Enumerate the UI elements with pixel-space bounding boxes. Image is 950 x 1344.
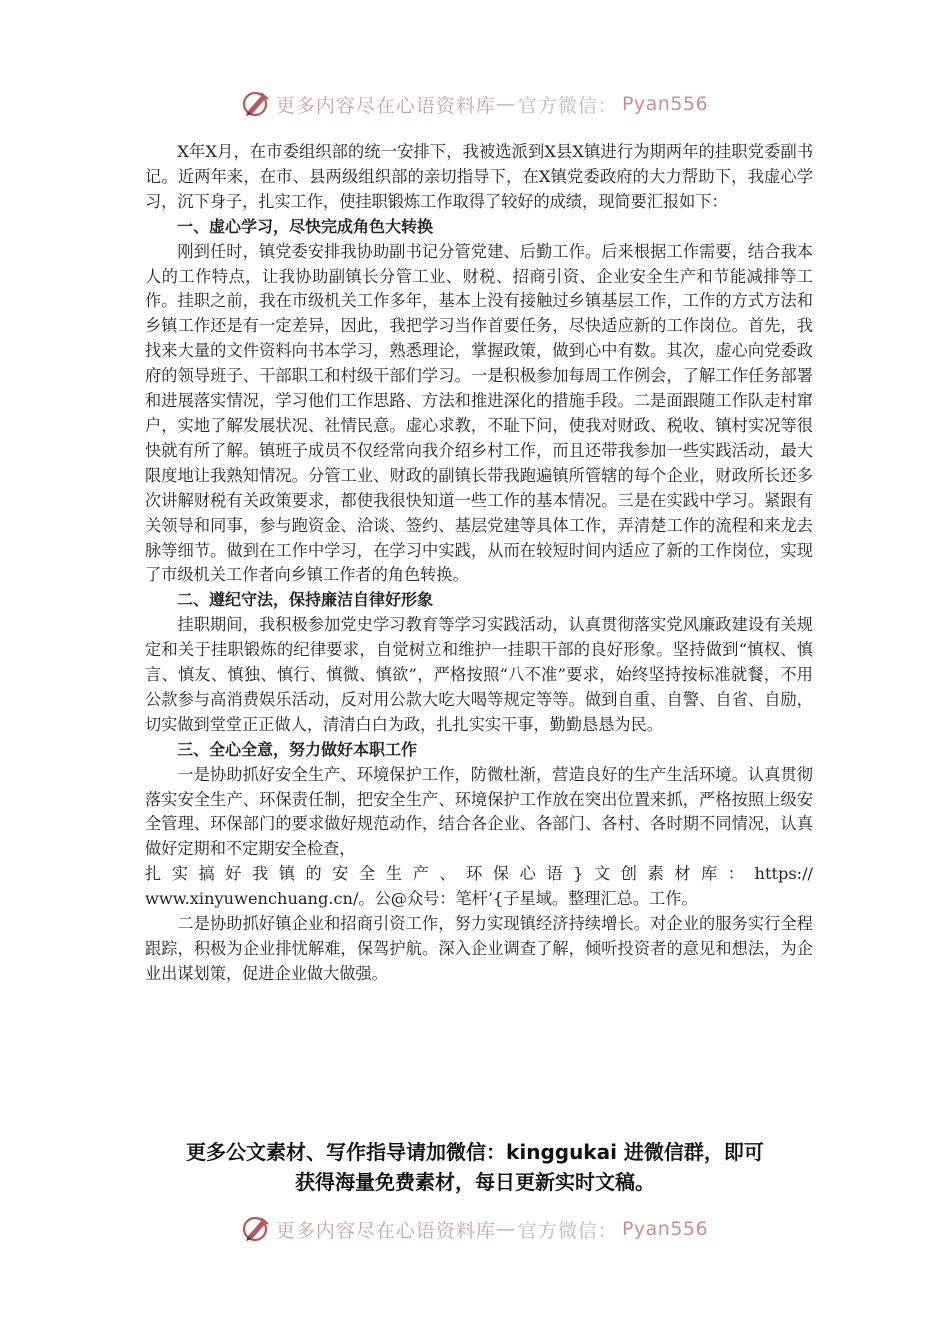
pen-logo-icon bbox=[242, 89, 272, 119]
section-3-heading: 三、全心全意，努力做好本职工作 bbox=[177, 739, 418, 759]
section-3-paragraph-1-text: 一是协助抓好安全生产、环境保护工作，防微杜渐，营造良好的生产生活环境。认真贯彻落实安全生产、环保责任制，把安全生产、环境保护工作放在突出位置来抓，严格按照上级安全管理、环保部门的要求做好规范动作，结合各企业、各部门、各村、各时期不同情况，认真做好定期和不定期安全检查， bbox=[145, 764, 813, 859]
document-body bbox=[145, 140, 813, 987]
section-1-paragraph: 刚到任时，镇党委安排我协助副书记分管党建、后勤工作。后来根据工作需要，结合我本人的工作特点，让我协助副镇长分管工业、财税、招商引资、企业安全生产和节能减排等工作。挂职之前，我在市级机关工作多年，基本上没有接触过乡镇基层工作，工作的方式方法和乡镇工作还是有一定差异，因此，我把学习当作首要任务，尽快适应新的工作岗位。首先，我找来大量的文件资料向书本学习，熟悉理论，掌握政策，做到心中有数。其次，虚心向党委政府的领导班子、干部职工和村级干部们学习。一是积极参加每周工作例会，了解工作任务部署和进展落实情况，学习他们工作思路、方法和推进深化的措施手段。二是面跟随工作队走村窜户，实地了解发展状况、社情民意。虚心求教，不耻下问，使我对财政、税收、镇村实况等很快就有所了解。镇班子成员不仅经常向我介绍乡村工作，而且还带我参加一些实践活动，最大限度地让我熟知情况。分管工业、财政的副镇长带我跑遍镇所管辖的每个企业，财政所长还多次讲解财税有关政策要求，都使我很快知道一些工作的基本情况。三是在实践中学习。紧跟有关领导和同事，参与跑资金、洽谈、签约、基层党建等具体工作，弄清楚工作的流程和来龙去脉等细节。做到在工作中学习，在学习中实践，从而在较短时间内适应了新的工作岗位，实现了市级机关工作者向乡镇工作者的角色转换。 bbox=[145, 241, 813, 585]
banner-wechat-label: 官方微信： bbox=[517, 94, 618, 117]
section-3-watermark-line: 扎实搞好我镇的安全生产、环保心语}文创素材库：https:// bbox=[145, 864, 813, 884]
banner-separator: — bbox=[495, 1218, 516, 1240]
banner-wechat-id: Pyan556 bbox=[621, 93, 709, 115]
footer-banner bbox=[0, 1209, 950, 1249]
section-3-watermark-line-2: www.xinyuwenchuang.cn/。公@众号：笔杆’{子星域。整理汇总。工作。 bbox=[145, 889, 698, 909]
banner-wechat-id: Pyan556 bbox=[621, 1218, 709, 1240]
section-3-paragraph-2: 二是协助抓好镇企业和招商引资工作，努力实现镇经济持续增长。对企业的服务实行全程跟踪，积极为企业排忧解难，保驾护航。深入企业调查了解，倾听投资者的意见和想法，为企业出谋划策，促进企业做大做强。 bbox=[145, 914, 813, 983]
promo-line-1: 更多公文素材、写作指导请加微信：kinggukai 进微信群，即可 bbox=[186, 1140, 764, 1164]
banner-wechat-label: 官方微信： bbox=[517, 1219, 618, 1242]
section-3-paragraph-1 bbox=[145, 763, 813, 863]
pen-logo-icon bbox=[242, 1214, 272, 1244]
section-1-heading: 一、虚心学习，尽快完成角色大转换 bbox=[177, 216, 434, 236]
banner-separator: — bbox=[495, 93, 516, 115]
header-banner bbox=[0, 84, 950, 124]
intro-paragraph: X年X月，在市委组织部的统一安排下，我被选派到X县X镇进行为期两年的挂职党委副书记。近两年来，在市、县两级组织部的亲切指导下，在X镇党委政府的大力帮助下，我虚心学习，沉下身子，扎实工作，使挂职锻炼工作取得了较好的成绩，现简要汇报如下： bbox=[145, 142, 813, 211]
banner-title: 更多内容尽在心语资料库 bbox=[275, 1219, 496, 1242]
promo-line-2: 获得海量免费素材，每日更新实时文稿。 bbox=[295, 1170, 655, 1194]
section-2-heading: 二、遵纪守法，保持廉洁自律好形象 bbox=[177, 590, 434, 610]
section-2-paragraph: 挂职期间，我积极参加党史学习教育等学习实践活动，认真贯彻落实党风廉政建设有关规定和关于挂职锻炼的纪律要求，自觉树立和维护一挂职干部的良好形象。坚持做到“慎权、慎言、慎友、慎独、慎行、慎微、慎欲”，严格按照“八不准”要求，始终坚持按标准就餐，不用公款参与高消费娱乐活动，反对用公款大吃大喝等规定等等。做到自重、自警、自省、自励，切实做到堂堂正正做人，清清白白为政，扎扎实实干事，勤勤恳恳为民。 bbox=[145, 615, 813, 734]
banner-title: 更多内容尽在心语资料库 bbox=[275, 94, 496, 117]
promo-notice bbox=[100, 1137, 850, 1197]
